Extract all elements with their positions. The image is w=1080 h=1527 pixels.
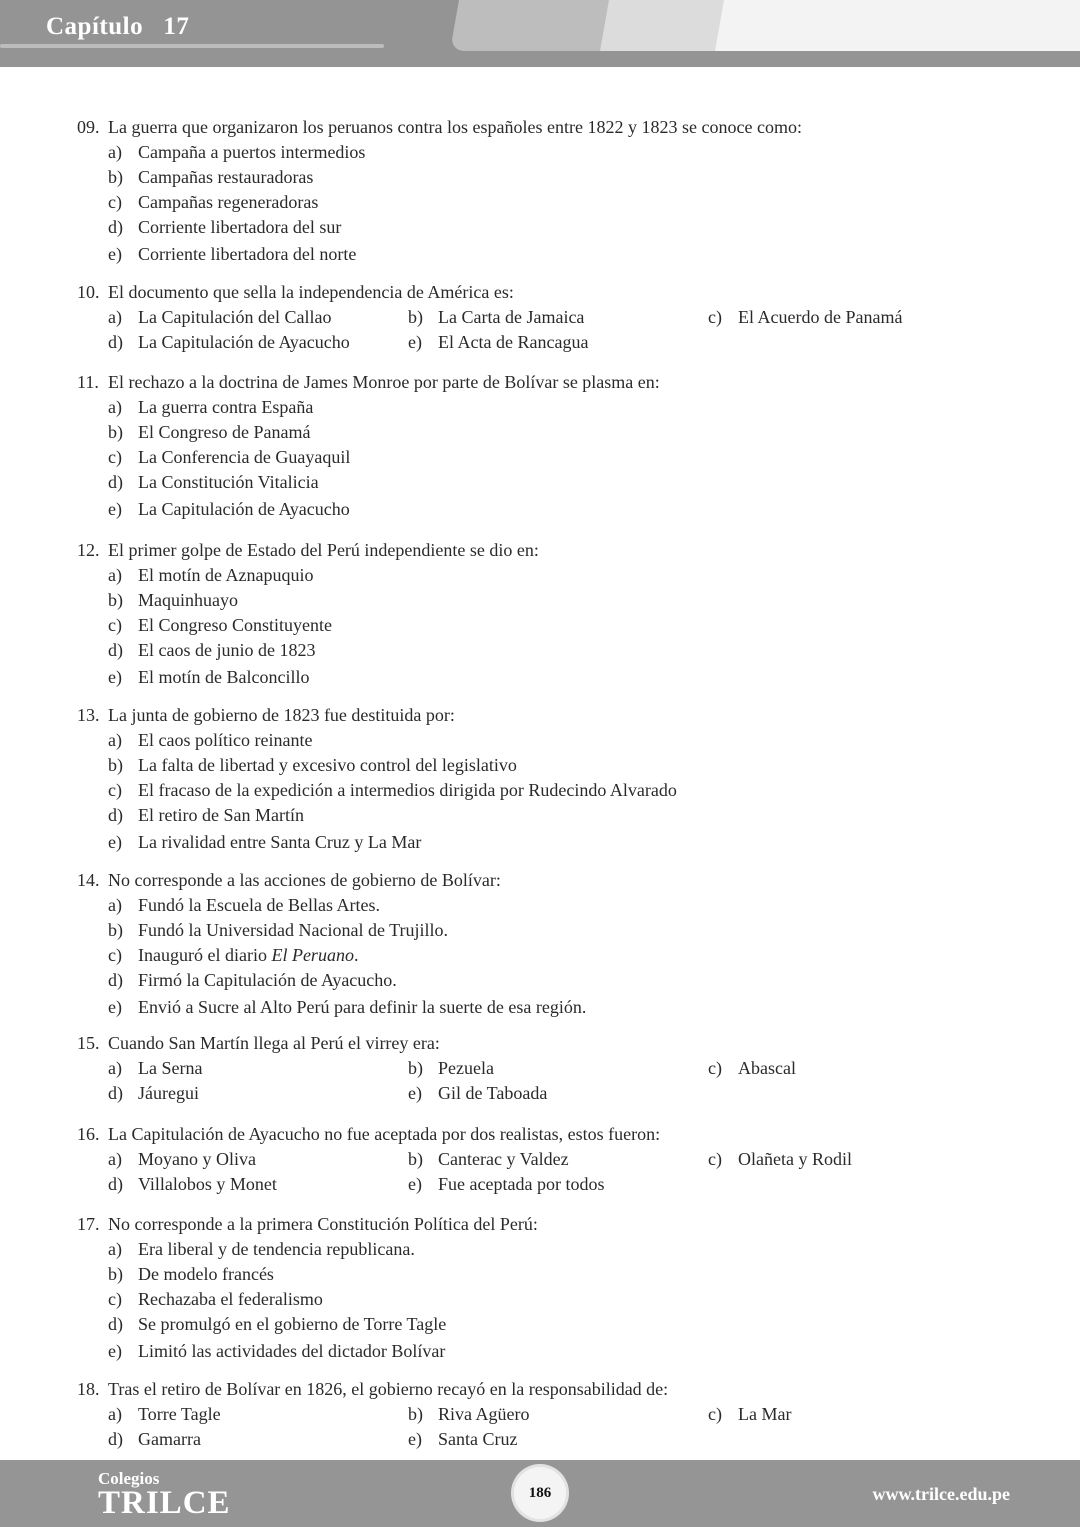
option-letter: b) — [408, 1058, 423, 1078]
answer-option — [108, 215, 341, 240]
question-number: 15. — [77, 1033, 100, 1053]
option-letter: a) — [108, 142, 122, 162]
option-text: Firmó la Capitulación de Ayacucho. — [138, 970, 397, 990]
question-16 — [77, 1122, 852, 1197]
option-text: Fundó la Universidad Nacional de Trujillo. — [138, 920, 448, 940]
option-text: Fundó la Escuela de Bellas Artes. — [138, 895, 380, 915]
answer-option — [408, 1172, 604, 1197]
question-number: 11. — [77, 372, 99, 392]
answer-option — [108, 943, 358, 968]
option-letter: e) — [108, 997, 122, 1017]
option-letter: c) — [708, 307, 722, 327]
option-text: Era liberal y de tendencia republicana. — [138, 1239, 415, 1259]
answer-option — [408, 1427, 517, 1452]
option-letter: c) — [708, 1149, 722, 1169]
option-text: Gil de Taboada — [438, 1082, 548, 1103]
option-letter: d) — [108, 331, 123, 352]
option-letter: e) — [108, 499, 122, 519]
option-letter: d) — [108, 1173, 123, 1194]
answer-option — [108, 893, 380, 918]
options — [77, 563, 539, 690]
question-text: Tras el retiro de Bolívar en 1826, el gobierno recayó en la responsabilidad de: — [108, 1379, 669, 1399]
answer-option — [108, 588, 238, 613]
option-text-end: . — [353, 945, 359, 965]
option-text: El motín de Balconcillo — [138, 667, 310, 687]
question-text: No corresponde a la primera Constitución Política del Perú: — [108, 1214, 538, 1234]
answer-option — [108, 728, 312, 753]
option-text: Limitó las actividades del dictador Bolívar — [138, 1341, 446, 1361]
option-text: Abascal — [738, 1058, 796, 1078]
question-number: 12. — [77, 540, 100, 560]
question-18 — [77, 1377, 792, 1452]
answer-option — [408, 1402, 530, 1427]
question-10 — [77, 280, 903, 355]
option-text: Gamarra — [138, 1428, 201, 1449]
option-letter: a) — [108, 307, 122, 327]
answer-option — [108, 1081, 199, 1106]
question-text: No corresponde a las acciones de gobierno de Bolívar: — [108, 870, 501, 890]
option-text: Maquinhuayo — [138, 590, 238, 610]
question-14 — [77, 868, 587, 1020]
option-text: El fracaso de la expedición a intermedios dirigida por Rudecindo Alvarado — [138, 780, 677, 800]
option-letter: d) — [108, 1082, 123, 1103]
answer-option — [108, 1339, 445, 1364]
answer-option — [108, 330, 350, 355]
answer-option — [108, 1237, 415, 1262]
option-text: Fue aceptada por todos — [438, 1173, 605, 1194]
option-text: El Acuerdo de Panamá — [738, 307, 903, 327]
question-12 — [77, 538, 539, 690]
answer-option — [108, 305, 331, 330]
option-letter: d) — [108, 970, 123, 990]
option-text: La rivalidad entre Santa Cruz y La Mar — [138, 832, 422, 852]
option-letter: a) — [108, 1239, 122, 1259]
question-13 — [77, 703, 677, 855]
option-text: La Conferencia de Guayaquil — [138, 447, 351, 467]
answer-option — [108, 1402, 221, 1427]
chapter-header — [0, 0, 1080, 67]
option-text: La Constitución Vitalicia — [138, 472, 319, 492]
question-text: Cuando San Martín llega al Perú el virrey era: — [108, 1033, 440, 1053]
option-letter: e) — [108, 1341, 122, 1361]
question-text: El documento que sella la independencia de América es: — [108, 282, 514, 302]
trilce-logo — [98, 1470, 231, 1519]
option-letter: b) — [108, 590, 123, 610]
option-letter: d) — [108, 472, 123, 492]
option-text: La Serna — [138, 1058, 203, 1078]
option-letter: a) — [108, 1058, 122, 1078]
question-stem — [77, 280, 514, 305]
option-text: Corriente libertadora del sur — [138, 217, 342, 237]
question-11 — [77, 370, 660, 522]
answer-option — [108, 995, 586, 1020]
option-letter: b) — [108, 755, 123, 775]
option-text: El Congreso Constituyente — [138, 615, 332, 635]
answer-option — [408, 1147, 569, 1172]
answer-option — [108, 420, 310, 445]
option-text: Riva Agüero — [438, 1404, 530, 1424]
header-decoration — [450, 0, 609, 51]
question-stem — [77, 115, 802, 140]
answer-option — [108, 665, 309, 690]
option-text: Olañeta y Rodil — [738, 1149, 852, 1169]
option-text: El motín de Aznapuquio — [138, 565, 314, 585]
answer-option — [708, 1402, 791, 1427]
answer-option — [108, 1172, 277, 1197]
option-text: Villalobos y Monet — [138, 1173, 277, 1194]
answer-option — [108, 497, 350, 522]
question-text: La guerra que organizaron los peruanos contra los españoles entre 1822 y 1823 se conoce como: — [108, 117, 802, 137]
option-text: Canterac y Valdez — [438, 1149, 569, 1169]
answer-option — [108, 1147, 256, 1172]
option-text: Envió a Sucre al Alto Perú para definir la suerte de esa región. — [138, 997, 587, 1017]
option-text: El Acta de Rancagua — [438, 331, 589, 352]
question-text: El primer golpe de Estado del Perú independiente se dio en: — [108, 540, 539, 560]
question-number: 13. — [77, 705, 100, 725]
option-letter: a) — [108, 397, 122, 417]
option-letter: b) — [108, 920, 123, 940]
option-letter: c) — [108, 447, 122, 467]
options — [77, 1402, 792, 1452]
question-stem — [77, 703, 455, 728]
option-text: La Capitulación del Callao — [138, 307, 332, 327]
chapter-title: Capítulo 17 — [46, 13, 190, 40]
option-letter: a) — [108, 895, 122, 915]
question-15 — [77, 1031, 796, 1106]
option-text: Rechazaba el federalismo — [138, 1289, 323, 1309]
options — [77, 1237, 538, 1364]
option-text: Inauguró el diario — [138, 945, 272, 965]
option-letter: b) — [408, 1404, 423, 1424]
answer-option — [108, 190, 318, 215]
question-09 — [77, 115, 802, 267]
option-text: Campañas regeneradoras — [138, 192, 319, 212]
option-letter: b) — [408, 307, 423, 327]
options — [77, 893, 587, 1020]
option-letter: b) — [108, 167, 123, 187]
option-text: El caos de junio de 1823 — [138, 640, 316, 660]
option-letter: d) — [108, 1428, 123, 1449]
option-letter: e) — [408, 331, 422, 352]
option-letter: e) — [108, 244, 122, 264]
option-text: La Capitulación de Ayacucho — [138, 331, 350, 352]
question-stem — [77, 1212, 538, 1237]
option-letter: d) — [108, 640, 123, 660]
options — [77, 728, 677, 855]
option-letter: e) — [108, 832, 122, 852]
question-stem — [77, 868, 501, 893]
answer-option — [408, 1081, 547, 1106]
option-letter: d) — [108, 1314, 123, 1334]
question-stem — [77, 1377, 668, 1402]
option-letter: d) — [108, 805, 123, 825]
option-text: Jáuregui — [138, 1082, 199, 1103]
question-text: La Capitulación de Ayacucho no fue aceptada por dos realistas, estos fueron: — [108, 1124, 661, 1144]
answer-option — [108, 613, 332, 638]
option-text: Campañas restauradoras — [138, 167, 314, 187]
option-letter: c) — [108, 945, 122, 965]
answer-option — [108, 563, 313, 588]
question-stem — [77, 1122, 660, 1147]
options — [77, 1056, 796, 1106]
option-text: La guerra contra España — [138, 397, 314, 417]
option-text: De modelo francés — [138, 1264, 274, 1284]
question-number: 10. — [77, 282, 100, 302]
answer-option — [108, 1312, 446, 1337]
answer-option — [108, 803, 304, 828]
option-text: El retiro de San Martín — [138, 805, 304, 825]
question-text: La junta de gobierno de 1823 fue destituida por: — [108, 705, 455, 725]
option-text: La Mar — [738, 1404, 792, 1424]
answer-option — [108, 1287, 323, 1312]
question-number: 16. — [77, 1124, 100, 1144]
option-text-italic: El Peruano — [271, 945, 354, 965]
answer-option — [108, 753, 517, 778]
option-text: Se promulgó en el gobierno de Torre Tagle — [138, 1314, 447, 1334]
option-text: Moyano y Oliva — [138, 1149, 256, 1169]
answer-option — [408, 330, 588, 355]
answer-option — [108, 778, 677, 803]
option-letter: c) — [108, 1289, 122, 1309]
page-number: 186 — [514, 1467, 566, 1519]
answer-option — [108, 968, 397, 993]
option-letter: e) — [108, 667, 122, 687]
option-letter: c) — [708, 1404, 722, 1424]
answer-option — [108, 918, 448, 943]
question-text: El rechazo a la doctrina de James Monroe por parte de Bolívar se plasma en: — [108, 372, 660, 392]
question-number: 14. — [77, 870, 100, 890]
website-url: www.trilce.edu.pe — [872, 1484, 1010, 1504]
answer-option — [708, 1147, 852, 1172]
option-letter: a) — [108, 1149, 122, 1169]
option-letter: c) — [708, 1058, 722, 1078]
options — [77, 395, 660, 522]
option-letter: a) — [108, 565, 122, 585]
question-stem — [77, 1031, 440, 1056]
answer-option — [108, 830, 421, 855]
question-number: 09. — [77, 117, 100, 137]
option-letter: e) — [408, 1173, 422, 1194]
option-letter: b) — [108, 1264, 123, 1284]
answer-option — [108, 165, 313, 190]
option-letter: e) — [408, 1082, 422, 1103]
logo-colegios: Colegios — [98, 1469, 160, 1488]
answer-option — [108, 1056, 202, 1081]
option-letter: c) — [108, 192, 122, 212]
option-letter: a) — [108, 1404, 122, 1424]
option-text: Pezuela — [438, 1058, 494, 1078]
option-text: Torre Tagle — [138, 1404, 221, 1424]
answer-option — [408, 305, 584, 330]
answer-option — [108, 445, 350, 470]
answer-option — [108, 638, 315, 663]
answer-option — [108, 395, 313, 420]
answer-option — [108, 242, 356, 267]
option-text: Campaña a puertos intermedios — [138, 142, 366, 162]
option-text: Santa Cruz — [438, 1428, 518, 1449]
options — [77, 305, 903, 355]
answer-option — [408, 1056, 494, 1081]
option-text: Corriente libertadora del norte — [138, 244, 357, 264]
header-decoration — [705, 0, 1080, 51]
question-stem — [77, 538, 539, 563]
option-letter: a) — [108, 730, 122, 750]
option-letter: b) — [408, 1149, 423, 1169]
option-letter: c) — [108, 780, 122, 800]
option-letter: b) — [108, 422, 123, 442]
answer-option — [108, 1262, 274, 1287]
answer-option — [108, 140, 365, 165]
answer-option — [108, 470, 319, 495]
question-number: 17. — [77, 1214, 100, 1234]
option-letter: d) — [108, 217, 123, 237]
option-text: La Capitulación de Ayacucho — [138, 499, 350, 519]
header-underline — [0, 44, 384, 48]
logo-trilce: TRILCE — [98, 1485, 231, 1521]
options — [77, 140, 802, 267]
options — [77, 1147, 852, 1197]
option-letter: e) — [408, 1428, 422, 1449]
answer-option — [708, 1056, 796, 1081]
option-text: El Congreso de Panamá — [138, 422, 311, 442]
option-text: El caos político reinante — [138, 730, 313, 750]
option-letter: c) — [108, 615, 122, 635]
question-number: 18. — [77, 1379, 100, 1399]
option-text: La Carta de Jamaica — [438, 307, 585, 327]
question-stem — [77, 370, 660, 395]
option-text: La falta de libertad y excesivo control del legislativo — [138, 755, 517, 775]
answer-option — [708, 305, 902, 330]
question-17 — [77, 1212, 538, 1364]
answer-option — [108, 1427, 201, 1452]
